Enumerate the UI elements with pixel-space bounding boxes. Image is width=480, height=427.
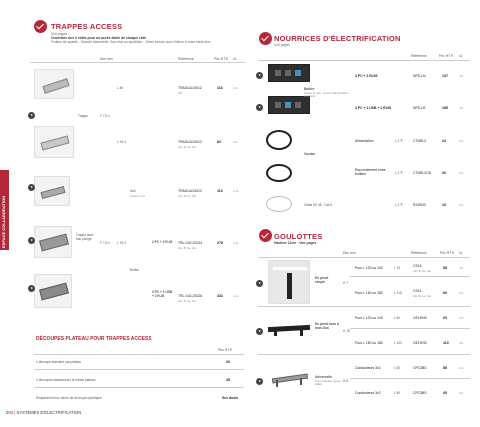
row-desc: Alimentation [355,139,374,143]
row-option: 3 PC + 1 USB + 2 R-45 [152,290,173,298]
row-price: 110 [443,341,449,345]
row-unit: U/1 [459,291,464,295]
row-price: 16 [442,203,446,207]
row-price: 185 [442,106,448,110]
row-ref: TRL GUC20126 [178,294,203,298]
row-ref: CS14 [413,289,422,293]
cable-image [262,126,298,156]
col-ref: Référence [411,251,427,255]
check-icon [259,229,272,242]
row-price: 275 [217,241,223,245]
divider [34,354,244,355]
row-ref: TRAGUU24012 [178,86,202,90]
row-unit: U/1 [459,366,464,370]
row-ref-sub: AG, B, Au, GA [178,194,196,198]
col-unit: /U [233,57,237,61]
check-icon [259,32,272,45]
row-ref-sub: AG, B, Au, GA [413,294,431,298]
play-icon[interactable] [28,285,35,292]
row-label: Noir [130,189,136,193]
divider [258,354,470,355]
divider [258,306,470,307]
col-dim: Dim mm [100,57,113,61]
row-unit: à 1L [233,241,239,245]
row-unit: U/1 [459,106,464,110]
row-len: L 100 [394,341,402,345]
product-image [34,69,74,99]
divider [30,62,245,63]
product-image [34,226,72,258]
row-unit: U/1 [459,266,464,270]
row-dim: H 8 [343,379,348,383]
row-desc: Conducteurs 3x2 [355,366,381,370]
row-ref: CPC3BS [413,366,427,370]
check-icon [34,20,47,33]
intro-line-1: Voir pages ... [51,32,71,36]
cable-image [262,160,298,188]
row-option: 2 PC + 2 R-45 [152,240,173,244]
col-price: Prix HT € [440,251,455,255]
divider [350,276,470,277]
row-desc: Pour L 120 ou 140 [355,266,383,270]
play-icon[interactable] [256,72,263,79]
row-label: Trappe [78,114,88,118]
col-ref: Référence [411,54,427,58]
sidebar-label: ESPACE COLLABORATION [1,195,6,248]
row-ref-sub: AG, B, Au, GA [178,145,196,149]
cutout-label: Emplacement ou forme de découpe spécifique [36,396,102,400]
section-title-goulottes: GOULOTTES [274,232,323,241]
row-ref: RJ45CB [413,203,426,207]
col-price: Prix HT € [214,57,229,61]
row-label-sub: Conçu en alu · Livrée d'alimentation existante [304,91,349,99]
row-price: 137 [442,74,448,78]
row-ref: NPS-LR [413,106,426,110]
row-len: L 2 ® [395,171,403,175]
row-price: 116 [217,86,223,90]
row-label: En pente simple [315,276,329,284]
product-image [268,96,310,114]
row-desc: Pour L 120 ou 140 [355,316,383,320]
row-extra: F 7,5 x [100,241,110,245]
row-dim: L 76,4 [117,241,126,245]
row-price: 85 [443,366,447,370]
cutouts-col-price: Prix HT € [218,348,233,352]
row-unit: U/1 [233,140,238,144]
divider [350,328,470,329]
play-icon[interactable] [28,112,35,119]
row-unit: U/1 [459,203,464,207]
cutout-price: 45 [226,378,230,382]
row-ref: GE1HN3 [413,316,427,320]
play-icon[interactable] [28,184,35,191]
row-extra: F 7,5 x [100,114,110,118]
play-icon[interactable] [256,378,263,385]
col-ref: Référence [178,57,194,61]
cutout-price: 26 [226,360,230,364]
row-dim: L 76,4 [117,140,126,144]
row-len: L 2 ® [395,203,403,207]
row-price: 58 [443,266,447,270]
row-label: En pente bras à bras Duo [315,322,339,330]
row-desc: 3 PC + 2 RJ45 [355,74,378,78]
row-dim: H 7 [343,281,348,285]
row-label: Câble RJ 45 - Cat.6 [304,203,332,207]
cutout-label: 2 découpes standard sur le même plateau [36,378,96,382]
row-desc: Pour L 160 ou 180 [355,341,383,345]
row-label: Boîtier [304,87,315,91]
section-title-nourrices: NOURRICES D'ÉLECTRIFICATION [274,34,401,43]
row-label-sub: Pour plateaux toutes tailles [315,379,341,387]
page-number: 204 [6,410,13,415]
footer-section: SYSTÈMES D'ÉLECTRIFICATION [16,410,82,415]
cutout-label: 1 découpe standard par plateau [36,360,82,364]
row-unit: U/1 [459,391,464,395]
row-unit: U/1 [459,139,464,143]
cutouts-title: DÉCOUPES PLATEAU POUR TRAPPES ACCESS [36,336,152,342]
divider [34,369,244,370]
intro-line-3: Finition de qualité - Grande étanchéité. Bon état au quotidien - Selon besoin avec finition à votre table bloc [51,40,211,44]
row-ref: NPS-LN [413,74,426,78]
row-ref: TRAGUU24012 [178,189,202,193]
col-unit: /U [459,251,463,255]
product-image [266,318,312,340]
row-price: 331 [217,294,223,298]
row-unit: U/1 [233,86,238,90]
row-len: L 75 [394,266,401,270]
row-dim: H 15 [343,329,350,333]
section-sub-goulottes: Hauteur 11cm · Voir pages [274,241,317,245]
row-ref-sub: AG, B, Au, GA [178,299,196,303]
col-unit: /U [459,54,463,58]
row-ref: TRAGUU24012 [178,140,202,144]
row-unit: U/1 [459,341,464,345]
product-image [268,260,310,304]
row-unit: à 1L [233,294,239,298]
row-unit: U/1 [459,171,464,175]
product-image [268,64,310,82]
row-dim: L 45 [117,86,124,90]
row-ref-sub: INT [178,91,183,95]
col-dim: Dim mm [343,251,356,255]
row-len: L 50 [394,391,401,395]
row-len: L 60 [394,316,401,320]
row-desc: Conducteurs 3x2 [355,391,381,395]
row-unit: U/1 [459,74,464,78]
cable-image [262,194,298,216]
row-ref: CTNRL2CB [413,171,431,175]
page-footer: 204 | SYSTÈMES D'ÉLECTRIFICATION [6,410,82,415]
row-desc: Raccordement entre boîtiers [355,168,386,176]
play-icon[interactable] [256,104,263,111]
row-extra: Inserts 1 cm [130,194,146,198]
row-desc: 3 PC + 1 USB + 2 RJ45 [355,106,392,110]
row-unit: U/1 [459,316,464,320]
row-label: Trappe avec bac plongé [76,233,94,241]
divider [350,378,470,379]
row-price: 60 [443,291,447,295]
section-sub-nourrices: Voir pages [274,43,291,47]
row-ref: GE1HN3 [413,341,427,345]
divider [258,257,470,258]
row-ref: CTNRL2 [413,139,427,143]
product-image [34,126,74,158]
product-image [268,366,312,392]
row-price: 24 [442,139,446,143]
product-image [34,274,72,308]
row-len: L 2 ® [395,139,403,143]
row-ref-sub: AG, B, Au, GA [413,269,431,273]
intro-line-2: Ouverture des 3 côtés pour un accès facile de chaque côté. [51,36,147,40]
row-label: Universelle [315,375,333,379]
play-icon[interactable] [28,237,35,244]
row-price: 60 [443,316,447,320]
product-image [34,176,70,206]
row-len: L 50 [394,366,401,370]
row-ref: TRL GUC20124 [178,241,203,245]
row-unit: à 1L [233,189,239,193]
divider [34,387,244,388]
col-price: Prix HT € [439,54,454,58]
play-icon[interactable] [256,328,263,335]
row-ref: CS15 [413,264,422,268]
row-price: 82 [217,140,221,144]
row-ref: CPC3BS [413,391,427,395]
row-price: 45 [443,391,447,395]
cutout-price: Sur devis [222,396,239,400]
row-label: Boîtier [130,268,140,272]
section-title-trappes: TRAPPES ACCESS [51,22,123,31]
divider [258,60,470,61]
row-len: L 115 [394,291,402,295]
row-desc: Pour L 160 ou 180 [355,291,383,295]
row-price: 26 [442,171,446,175]
row-price: 110 [217,189,223,193]
play-icon[interactable] [256,280,263,287]
row-ref-sub: AG, B, Au, GA [178,246,196,250]
row-label: Cordon [304,152,316,156]
